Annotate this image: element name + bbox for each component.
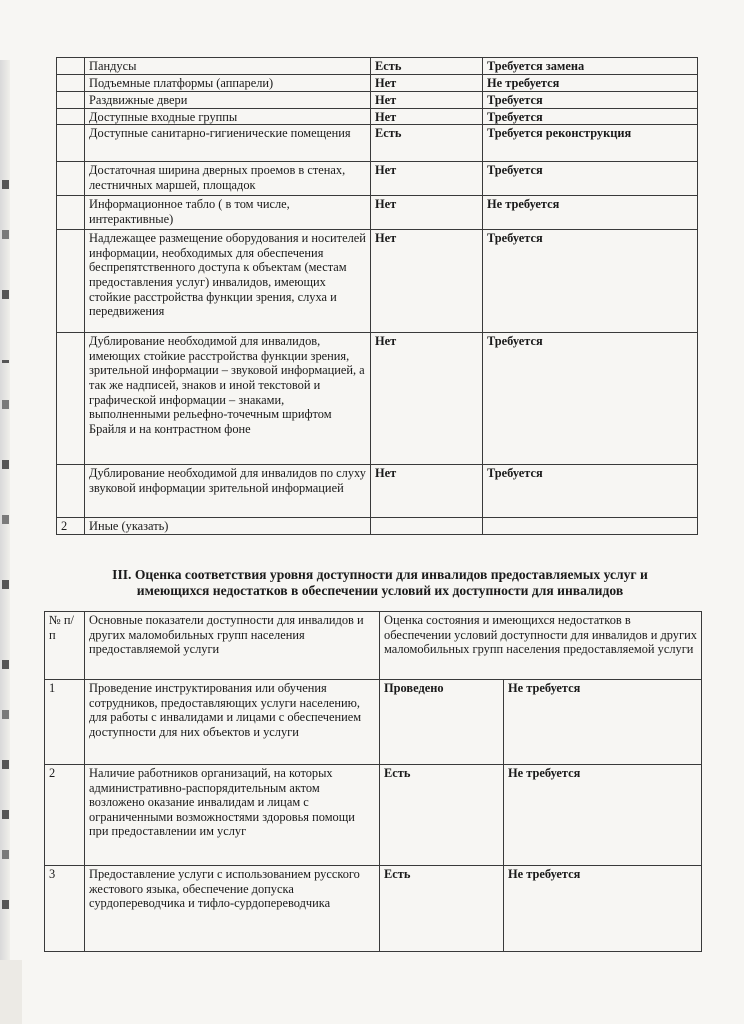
status-cell: Нет (371, 75, 483, 92)
need-cell: Не требуется (483, 196, 698, 230)
table-row (57, 91, 698, 108)
row-number: 2 (57, 518, 85, 535)
section-heading (60, 567, 700, 599)
row-number (57, 108, 85, 125)
feature-cell: Доступные санитарно-гигиенические помещения (85, 125, 371, 162)
accessibility-features-table (56, 57, 698, 535)
indicator-cell: Наличие работников организаций, на которых административно-распорядительным актом возложено оказание инвалидам и лицам с ограниченными возможностями здоровья помощи при предоставлении им услуг (85, 765, 380, 866)
scan-left-edge (0, 60, 10, 1000)
status-cell: Нет (371, 333, 483, 465)
table-row (45, 866, 702, 952)
table-row (57, 196, 698, 230)
header-assessment: Оценка состояния и имеющихся недостатков в обеспечении условий доступности для инвалидов и других маломобильных групп населения предоставляемой услуги (380, 612, 702, 680)
status-cell: Нет (371, 162, 483, 196)
feature-cell: Надлежащее размещение оборудования и носителей информации, необходимых для обеспечения беспрепятственного доступа к объектам (местам предоставления услуг) инвалидов, имеющих стойкие расстройства функции зрения, слуха и передвижения (85, 230, 371, 333)
feature-cell: Достаточная ширина дверных проемов в стенах, лестничных маршей, площадок (85, 162, 371, 196)
table-header-row (45, 612, 702, 680)
status-cell: Есть (380, 866, 504, 952)
scan-mark (2, 710, 9, 719)
row-number (57, 75, 85, 92)
status-cell: Нет (371, 196, 483, 230)
row-number (57, 196, 85, 230)
indicator-cell: Предоставление услуги с использованием русского жестового языка, обеспечение допуска сурдопереводчика и тифло-сурдопереводчика (85, 866, 380, 952)
feature-cell: Информационное табло ( в том числе, интерактивные) (85, 196, 371, 230)
feature-cell: Раздвижные двери (85, 91, 371, 108)
status-cell: Нет (371, 91, 483, 108)
table-row (45, 765, 702, 866)
table-row (57, 465, 698, 518)
status-cell: Нет (371, 108, 483, 125)
need-cell: Требуется (483, 465, 698, 518)
indicator-cell: Проведение инструктирования или обучения сотрудников, предоставляющих услуги населению, для работы с инвалидами и лицами с обеспечением доступности для них объектов и услуги (85, 680, 380, 765)
row-number (57, 333, 85, 465)
header-num: № п/п (45, 612, 85, 680)
scan-mark (2, 400, 9, 409)
row-number (57, 58, 85, 75)
feature-cell: Дублирование необходимой для инвалидов по слуху звуковой информации зрительной информацией (85, 465, 371, 518)
scan-mark (2, 660, 9, 669)
row-number: 3 (45, 866, 85, 952)
status-cell: Нет (371, 230, 483, 333)
scan-mark (2, 760, 9, 769)
need-cell: Требуется (483, 333, 698, 465)
scan-mark (2, 360, 9, 363)
feature-cell: Пандусы (85, 58, 371, 75)
status-cell: Есть (371, 58, 483, 75)
service-accessibility-table (44, 611, 702, 952)
table-row (57, 518, 698, 535)
row-number (57, 230, 85, 333)
scan-mark (2, 515, 9, 524)
need-cell: Не требуется (504, 680, 702, 765)
need-cell: Требуется (483, 162, 698, 196)
heading-line: имеющихся недостатков в обеспечении условий их доступности для инвалидов (136, 583, 624, 598)
row-number: 2 (45, 765, 85, 866)
table-row (57, 108, 698, 125)
feature-cell: Иные (указать) (85, 518, 371, 535)
scan-mark (2, 290, 9, 299)
scan-mark (2, 460, 9, 469)
heading-line: III. Оценка соответствия уровня доступности для инвалидов предоставляемых услуг и (112, 567, 648, 582)
need-cell: Не требуется (504, 866, 702, 952)
need-cell: Не требуется (504, 765, 702, 866)
row-number: 1 (45, 680, 85, 765)
row-number (57, 162, 85, 196)
status-cell: Нет (371, 465, 483, 518)
table-row (45, 680, 702, 765)
row-number (57, 465, 85, 518)
table-row (57, 125, 698, 162)
table-row (57, 230, 698, 333)
status-cell (371, 518, 483, 535)
header-indicator: Основные показатели доступности для инвалидов и других маломобильных групп населения предоставляемой услуги (85, 612, 380, 680)
table-row (57, 58, 698, 75)
paper-shadow (0, 960, 22, 1024)
scan-mark (2, 850, 9, 859)
need-cell: Требуется (483, 230, 698, 333)
status-cell: Есть (371, 125, 483, 162)
need-cell: Требуется (483, 108, 698, 125)
scan-mark (2, 230, 9, 239)
need-cell: Требуется замена (483, 58, 698, 75)
status-cell: Проведено (380, 680, 504, 765)
status-cell: Есть (380, 765, 504, 866)
feature-cell: Доступные входные группы (85, 108, 371, 125)
need-cell: Требуется реконструкция (483, 125, 698, 162)
table-row (57, 75, 698, 92)
need-cell (483, 518, 698, 535)
feature-cell: Подъемные платформы (аппарели) (85, 75, 371, 92)
need-cell: Требуется (483, 91, 698, 108)
row-number (57, 125, 85, 162)
scan-mark (2, 810, 9, 819)
scan-mark (2, 180, 9, 189)
row-number (57, 91, 85, 108)
table-row (57, 333, 698, 465)
scan-mark (2, 900, 9, 909)
need-cell: Не требуется (483, 75, 698, 92)
table-row (57, 162, 698, 196)
scan-mark (2, 580, 9, 589)
feature-cell: Дублирование необходимой для инвалидов, имеющих стойкие расстройства функции зрения, зрительной информации – звуковой информацией, а так же надписей, знаков и иной текстовой и графической информации – знаками, выполненными рельефно-точечным шрифтом Брайля и на контрастном фоне (85, 333, 371, 465)
